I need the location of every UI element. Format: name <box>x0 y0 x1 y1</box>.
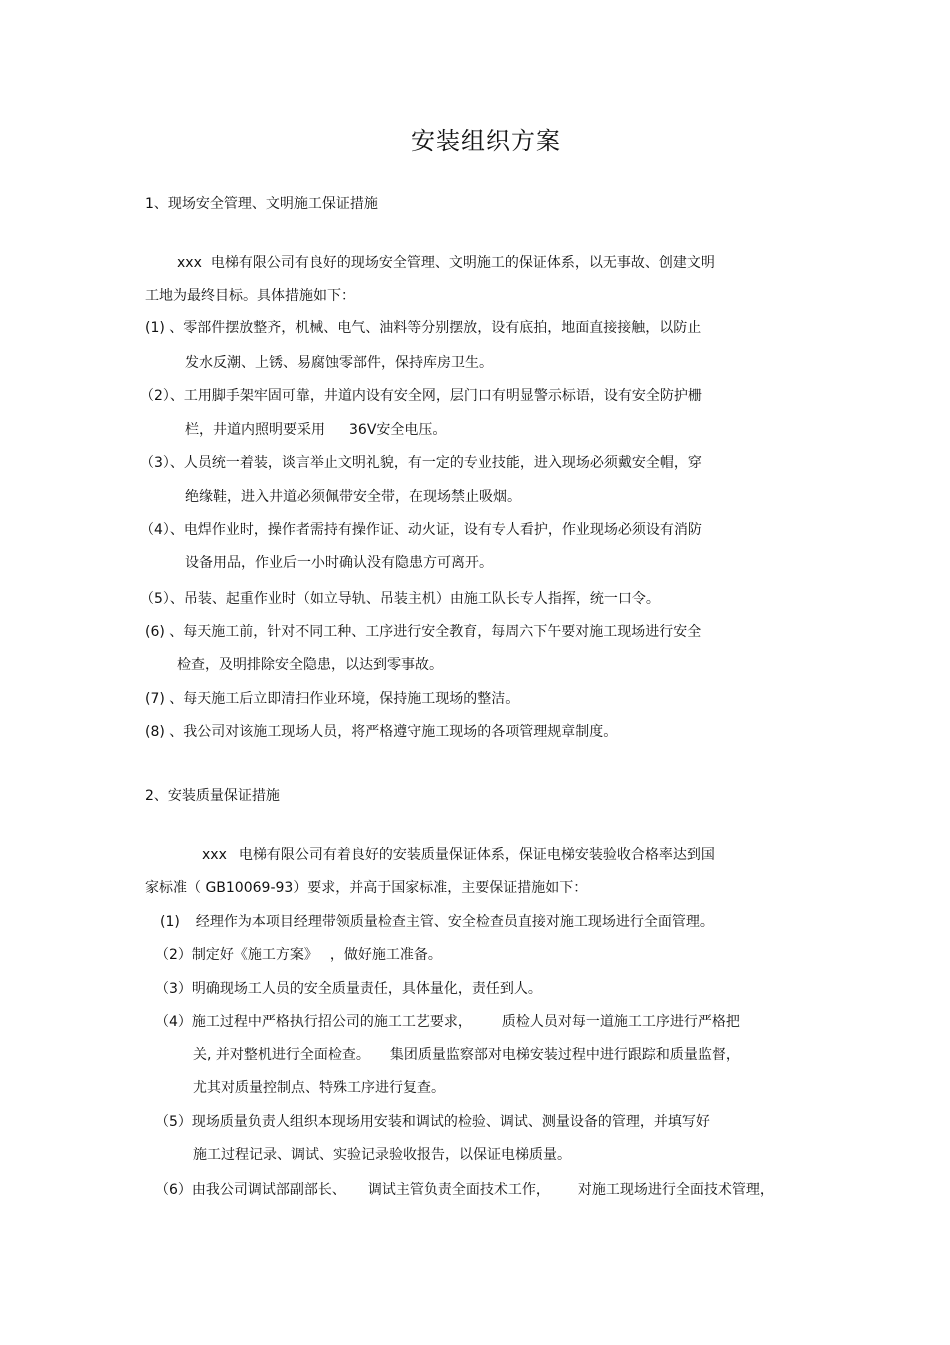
section-2-heading: 2、安装质量保证措施 <box>145 788 280 804</box>
item-text-a: （2）制定好《施工方案》 <box>155 947 318 963</box>
safety-item-6-line-2: 检查，及明排除安全隐患，以达到零事故。 <box>177 657 443 673</box>
item-text-a: （6）由我公司调试部副部长、 <box>155 1182 346 1198</box>
safety-item-2-line-2 <box>185 420 446 440</box>
item-text-b: ，做好施工准备。 <box>329 947 442 963</box>
safety-item-1-line-1: (1) 、零部件摆放整齐，机械、电气、油料等分别摆放，设有底拍，地面直接接触，以防止 <box>145 320 702 336</box>
quality-item-5-line-1: （5）现场质量负责人组织本现场用安装和调试的检验、调试、测量设备的管理，并填写好 <box>155 1114 710 1130</box>
section-1-intro-line-1 <box>177 253 715 273</box>
safety-item-7: (7) 、每天施工后立即清扫作业环境，保持施工现场的整洁。 <box>145 691 520 707</box>
section-2-intro-line-2: 家标准（ GB10069-93）要求，并高于国家标准，主要保证措施如下： <box>145 880 588 896</box>
safety-item-5: （5）、吊装、起重作业时（如立导轨、吊装主机）由施工队长专人指挥，统一口令。 <box>140 591 660 607</box>
quality-item-1 <box>160 912 714 932</box>
quality-item-4-line-3: 尤其对质量控制点、特殊工序进行复查。 <box>193 1080 445 1096</box>
safety-item-4-line-2: 设备用品，作业后一小时确认没有隐患方可离开。 <box>185 555 493 571</box>
safety-item-3-line-1: （3）、人员统一着装，谈言举止文明礼貌，有一定的专业技能，进入现场必须戴安全帽，穿 <box>140 455 702 471</box>
item-2-text-a: 栏，井道内照明要采用 <box>185 422 325 438</box>
section-2-intro-line-1 <box>202 845 715 865</box>
item-text-c: 对施工现场进行全面技术管理， <box>577 1182 774 1198</box>
safety-item-8: (8) 、我公司对该施工现场人员，将严格遵守施工现场的各项管理规章制度。 <box>145 724 618 740</box>
item-text-b: 集团质量监察部对电梯安装过程中进行跟踪和质量监督， <box>389 1047 740 1063</box>
safety-item-6-line-1: (6) 、每天施工前，针对不同工种、工序进行安全教育，每周六下午要对施工现场进行安全 <box>145 624 702 640</box>
item-text-a: 关, 并对整机进行全面检查。 <box>193 1047 370 1063</box>
quality-item-2 <box>155 945 442 965</box>
safety-item-4-line-1: （4）、电焊作业时，操作者需持有操作证、动火证，设有专人看护，作业现场必须设有消防 <box>140 522 702 538</box>
quality-item-4-line-2 <box>193 1045 740 1065</box>
quality-item-6-line-1 <box>155 1180 774 1200</box>
safety-item-3-line-2: 绝缘鞋，进入井道必须佩带安全带，在现场禁止吸烟。 <box>185 489 521 505</box>
quality-item-5-line-2: 施工过程记录、调试、实验记录验收报告，以保证电梯质量。 <box>193 1147 571 1163</box>
page-title: 安装组织方案 <box>411 127 561 155</box>
safety-item-1-line-2: 发水反潮、上锈、易腐蚀零部件，保持库房卫生。 <box>185 355 493 371</box>
company-placeholder: xxx <box>177 255 202 271</box>
quality-item-4-line-1 <box>155 1012 740 1032</box>
quality-item-3: （3）明确现场工人员的安全质量责任，具体量化，责任到人。 <box>155 981 542 997</box>
item-text: 经理作为本项目经理带领质量检查主管、安全检查员直接对施工现场进行全面管理。 <box>195 914 714 930</box>
item-2-text-b: 36V安全电压。 <box>349 422 447 438</box>
section-1-intro-line-2: 工地为最终目标。具体措施如下： <box>145 288 355 304</box>
company-placeholder: xxx <box>202 847 227 863</box>
intro-text: 电梯有限公司有着良好的安装质量保证体系，保证电梯安装验收合格率达到国 <box>238 847 715 863</box>
section-1-heading: 1、现场安全管理、文明施工保证措施 <box>145 196 378 212</box>
item-number: (1) <box>160 914 180 930</box>
item-text-b: 质检人员对每一道施工工序进行严格把 <box>501 1014 740 1030</box>
item-text-a: （4）施工过程中严格执行招公司的施工工艺要求， <box>155 1014 472 1030</box>
safety-item-2-line-1: （2）、工用脚手架牢固可靠，井道内设有安全网，层门口有明显警示标语，设有安全防护栅 <box>140 388 702 404</box>
item-text-b: 调试主管负责全面技术工作， <box>367 1182 550 1198</box>
intro-text: 电梯有限公司有良好的现场安全管理、文明施工的保证体系，以无事故、创建文明 <box>210 255 715 271</box>
